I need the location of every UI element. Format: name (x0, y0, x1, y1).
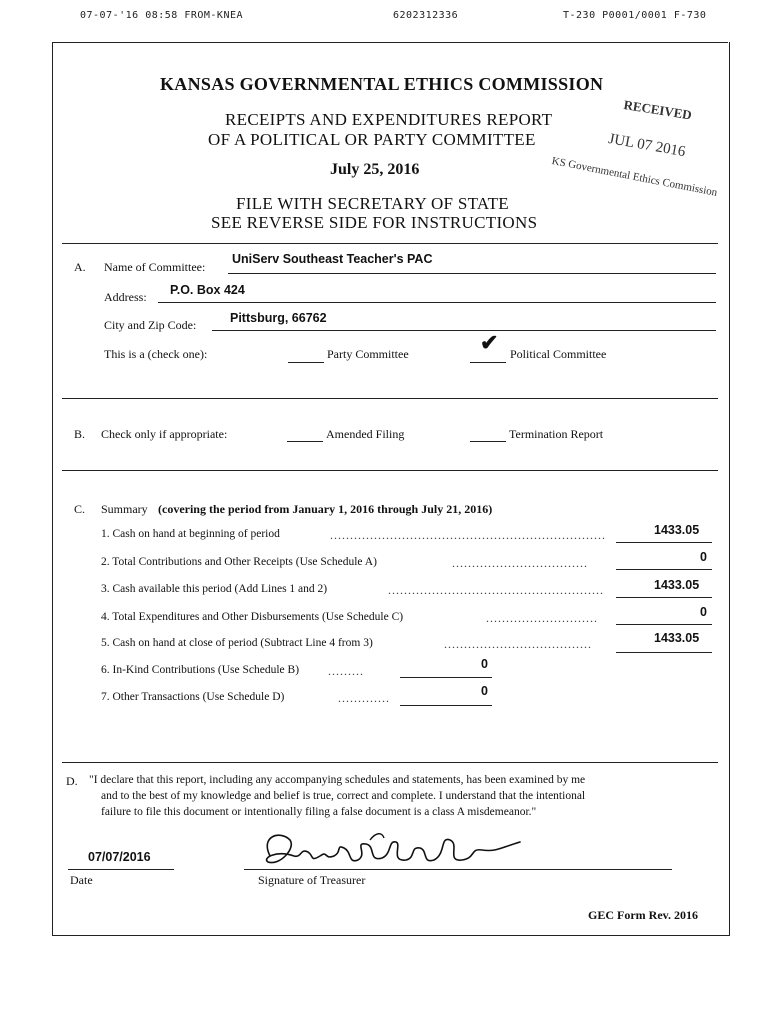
summary-line-2-label: 2. Total Contributions and Other Receipts (Use Schedule A) (101, 556, 377, 568)
address-label: Address: (104, 290, 147, 304)
summary-line-3-rule (616, 597, 712, 598)
political-committee-checkmark: ✔ (480, 330, 499, 355)
divider-d (62, 762, 718, 763)
report-title-line-2: OF A POLITICAL OR PARTY COMMITTEE (208, 130, 536, 149)
city-zip-label: City and Zip Code: (104, 318, 197, 332)
summary-line-7-label: 7. Other Transactions (Use Schedule D) (101, 691, 285, 703)
termination-report-blank[interactable] (470, 441, 506, 442)
summary-line-1-rule (616, 542, 712, 543)
declaration-line-2: and to the best of my knowledge and belief is true, correct and complete. I understand that the intentional (101, 790, 586, 802)
summary-line-4-label: 4. Total Expenditures and Other Disbursements (Use Schedule C) (101, 611, 404, 623)
summary-period: (covering the period from January 1, 2016 through July 21, 2016) (158, 502, 493, 516)
section-b-letter: B. (74, 427, 86, 441)
summary-line-2-value: 0 (700, 550, 707, 564)
report-date: July 25, 2016 (330, 161, 420, 178)
leader-dots-2: .................................. (452, 556, 588, 570)
termination-report-label: Termination Report (509, 427, 604, 441)
check-if-appropriate-label: Check only if appropriate: (101, 427, 228, 441)
fax-phone: 6202312336 (393, 10, 459, 21)
party-committee-label: Party Committee (327, 347, 409, 361)
summary-line-7-value: 0 (481, 684, 488, 698)
leader-dots-7: ............. (338, 691, 390, 705)
received-stamp-date: JUL 07 2016 (607, 131, 687, 161)
summary-line-5-value: 1433.05 (654, 631, 700, 645)
address-value: P.O. Box 424 (170, 283, 245, 297)
leader-dots-1: ..................................................................... (330, 528, 606, 542)
treasurer-signature (250, 826, 530, 874)
declaration-line-1: "I declare that this report, including any accompanying schedules and statements, has been examined by me (89, 774, 586, 786)
date-value: 07/07/2016 (88, 850, 151, 864)
file-with-line-2: SEE REVERSE SIDE FOR INSTRUCTIONS (211, 213, 538, 232)
file-with-line-1: FILE WITH SECRETARY OF STATE (236, 194, 509, 213)
fax-datetime: 07-07-'16 08:58 FROM-KNEA (80, 10, 244, 21)
leader-dots-3: ...................................................... (388, 583, 604, 597)
leader-dots-6: ......... (328, 664, 364, 678)
form-identifier: GEC Form Rev. 2016 (588, 908, 698, 922)
summary-line-4-value: 0 (700, 605, 707, 619)
city-zip-value: Pittsburg, 66762 (230, 311, 327, 325)
section-d-letter: D. (66, 774, 78, 788)
amended-filing-blank[interactable] (287, 441, 323, 442)
section-c-letter: C. (74, 502, 86, 516)
address-line (158, 302, 716, 303)
divider-b (62, 398, 718, 399)
date-line (68, 869, 174, 870)
amended-filing-label: Amended Filing (326, 427, 405, 441)
commission-title: KANSAS GOVERNMENTAL ETHICS COMMISSION (160, 74, 604, 94)
section-a-letter: A. (74, 260, 86, 274)
summary-line-7-rule (400, 705, 492, 706)
political-committee-blank[interactable] (470, 362, 506, 363)
committee-name-value: UniServ Southeast Teacher's PAC (232, 252, 433, 266)
summary-label: Summary (101, 502, 148, 516)
frame-top (52, 42, 728, 43)
signature-label: Signature of Treasurer (258, 873, 366, 887)
divider-c (62, 470, 718, 471)
report-title-line-1: RECEIPTS AND EXPENDITURES REPORT (225, 110, 553, 129)
fax-page-info: T-230 P0001/0001 F-730 (563, 10, 707, 21)
summary-line-1-value: 1433.05 (654, 523, 700, 537)
declaration-line-3: failure to file this document or intentionally filing a false document is a class A misdemeanor." (101, 806, 537, 818)
summary-line-4-rule (616, 624, 712, 625)
received-stamp-office: KS Governmental Ethics Commission (550, 155, 719, 199)
leader-dots-5: ..................................... (444, 637, 592, 651)
committee-name-line (228, 273, 716, 274)
political-committee-label: Political Committee (510, 347, 607, 361)
committee-name-label: Name of Committee: (104, 260, 206, 274)
city-zip-line (212, 330, 716, 331)
summary-line-6-value: 0 (481, 657, 488, 671)
summary-line-5-label: 5. Cash on hand at close of period (Subtract Line 4 from 3) (101, 637, 373, 649)
summary-line-3-label: 3. Cash available this period (Add Lines 1 and 2) (101, 583, 328, 595)
signature-line (244, 869, 672, 870)
party-committee-blank[interactable] (288, 362, 324, 363)
divider-a (62, 243, 718, 244)
received-stamp-label: RECEIVED (622, 97, 693, 123)
summary-line-2-rule (616, 569, 712, 570)
summary-line-3-value: 1433.05 (654, 578, 700, 592)
committee-type-label: This is a (check one): (104, 347, 208, 361)
summary-line-6-label: 6. In-Kind Contributions (Use Schedule B) (101, 664, 300, 676)
date-label: Date (70, 873, 93, 887)
leader-dots-4: ............................ (486, 611, 598, 625)
summary-line-6-rule (400, 677, 492, 678)
summary-line-5-rule (616, 652, 712, 653)
summary-line-1-label: 1. Cash on hand at beginning of period (101, 528, 280, 540)
